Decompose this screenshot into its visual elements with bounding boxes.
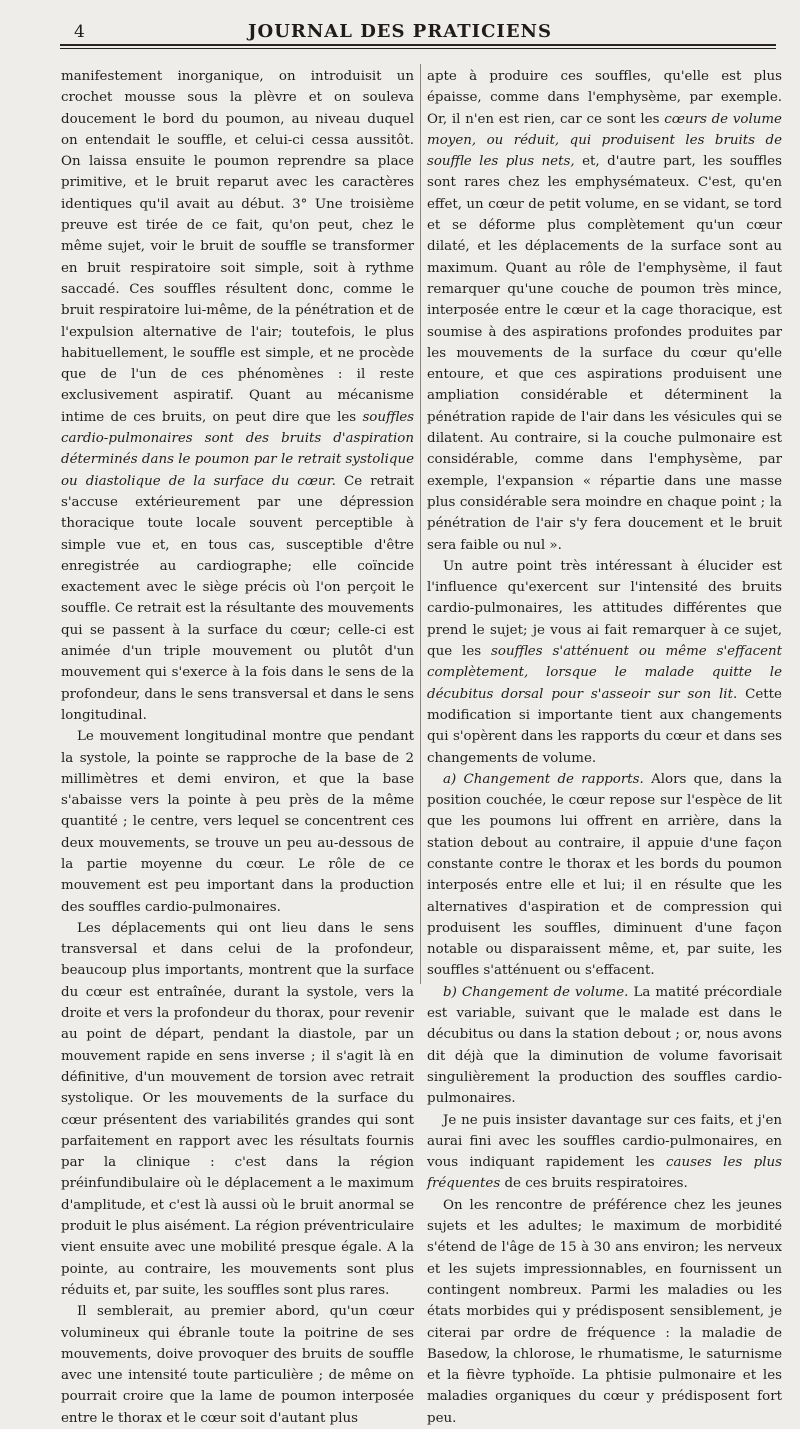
paragraph-text: La matité précordiale est variable, suivant que le malade est dans le décubitus ou dans la station debout ; or, nous avons dit déjà que la diminution de volume favorisait singulièrement la production des souffles cardio-pulmonaires. — [427, 984, 782, 1107]
journal-title: JOURNAL DES PRATICIENS — [248, 21, 552, 42]
paragraph — [427, 66, 782, 556]
paragraph-text: et, d'autre part, les souffles sont rares chez les emphysémateux. C'est, qu'en effet, un cœur de petit volume, en se vidant, se tord et se déforme plus complètement qu'un cœur dilaté, et les déplacements de la surface sont au maximum. Quant au rôle de l'emphysème, il faut remarquer qu'une couche de poumon très mince, interposée entre le cœur et la cage thoracique, est soumise à des aspirations profondes produites par les mouvements de la surface du cœur qu'elle entoure, et que ces aspirations produisent une ampliation considérable et déterminent la pénétration rapide de l'air dans les vésicules qui se dilatent. Au contraire, si la couche pulmonaire est considérable, comme dans l'emphysème, par exemple, l'expansion « répartie dans une masse plus considérable sera moindre en chaque point ; la pénétration de l'air s'y fera doucement et le bruit sera faible ou nul ». — [427, 154, 782, 553]
paragraph-text: apte à produire ces souffles, qu'elle est plus épaisse, comme dans l'emphysème, par exemple. Or, il n'en est rien, car ce sont les — [427, 69, 782, 127]
paragraph-text: Je ne puis insister davantage sur ces faits, et j'en aurai fini avec les souffles cardio-pulmonaires, en vous indiquant rapidement les — [427, 1112, 782, 1171]
paragraph — [427, 556, 782, 769]
section-heading-italic: a) Changement de rapports. — [443, 771, 644, 787]
paragraph — [61, 66, 414, 726]
page-number: 4 — [74, 22, 85, 42]
section-heading-italic: b) Changement de volume. — [443, 984, 629, 1000]
paragraph-text: manifestement inorganique, on introduisit un crochet mousse sous la plèvre et on souleva doucement le bord du poumon, au niveau duquel on entendait le souffle, et celui-ci cessa aussitôt. On laissa ensuite le poumon reprendre sa place primitive, et le bruit reparut avec les caractères identiques qu'il avait au début. 3° Une troisième preuve est tirée de ce fait, qu'on peut, chez le même sujet, voir le bruit de souffle se transformer en bruit respiratoire soit simple, soit à rythme saccadé. Ces souffles résultent donc, comme le bruit respiratoire lui-même, de la pénétration et de l'expulsion alternative de l'air; toutefois, le plus habituellement, le souffle est simple, et ne procède que de l'un de ces phénomènes : il reste exclusivement aspiratif. Quant au mécanisme intime de ces bruits, on peut dire que les — [61, 69, 414, 425]
italic-emphasis: souffles cardio-pulmonaires sont des bruits d'aspiration déterminés dans le poumon par le retrait systolique ou diastolique de la surface du cœur. — [61, 409, 414, 489]
italic-emphasis: causes les plus fréquentes — [427, 1155, 782, 1192]
italic-emphasis: cœurs de volume moyen, ou réduit, qui produisent les bruits de souffle les plus nets, — [427, 111, 782, 170]
paragraph — [427, 1110, 782, 1195]
paragraph: On les rencontre de préférence chez les jeunes sujets et les adultes; le maximum de morbidité s'étend de l'âge de 15 à 30 ans environ; les nerveux et les sujets impressionnables, en fournissent un contingent nombreux. Parmi les maladies ou les états morbides qui y prédisposent sensiblement, je citerai par ordre de fréquence : la maladie de Basedow, la chlorose, le rhumatisme, le saturnisme et la fièvre typhoïde. La phtisie pulmonaire et les maladies organiques du cœur y prédisposent fort peu. — [427, 1197, 782, 1426]
left-column — [61, 66, 414, 1429]
italic-emphasis: souffles s'atténuent ou même s'effacent complètement, lorsque le malade quitte le décubitus dorsal pour s'asseoir sur son lit. — [427, 644, 782, 702]
paragraph: Le mouvement longitudinal montre que pendant la systole, la pointe se rapproche de la base de 2 millimètres et demi environ, et que la base s'abaisse vers la pointe à peu près de la même quantité ; le centre, vers lequel se concentrent ces deux mouvements, se trouve un peu au-dessous de la partie moyenne du cœur. Le rôle de ce mouvement est peu important dans la production des souffles cardio-pulmonaires. — [61, 729, 414, 915]
column-divider — [420, 64, 421, 984]
paragraph — [427, 769, 782, 982]
header-rule-thin — [60, 48, 776, 49]
paragraph-text: Cette modification si importante tient aux changements qui s'opèrent dans les rapports du cœur et dans ses changements de volume. — [427, 686, 782, 766]
right-column — [427, 66, 782, 1429]
paragraph: Les déplacements qui ont lieu dans le sens transversal et dans celui de la profondeur, beaucoup plus importants, montrent que la surface du cœur est entraînée, durant la systole, vers la droite et vers la profondeur du thorax, pour revenir au point de départ, pendant la diastole, par un mouvement rapide en sens inverse ; il s'agit là en définitive, d'un mouvement de torsion avec retrait systolique. Or les mouvements de la surface du cœur présentent des variabilités grandes qui sont parfaitement en rapport avec les résultats fournis par la clinique : c'est dans la région préinfundibulaire où le déplacement a le maximum d'amplitude, et c'est là aussi où le bruit anormal se produit le plus aisément. La région préventriculaire vient ensuite avec une mobilité presque égale. A la pointe, au contraire, les mouvements sont plus réduits et, par suite, les souffles sont plus rares. — [61, 920, 414, 1298]
header-rule-thick — [60, 44, 776, 46]
paragraph-text: Un autre point très intéressant à élucider est l'influence qu'exercent sur l'intensité des bruits cardio-pulmonaires, les attitudes différentes que prend le sujet; je vous ai fait remarquer à ce sujet, que les — [427, 558, 782, 660]
page-header — [0, 0, 800, 60]
paragraph-text: Alors que, dans la position couchée, le cœur repose sur l'espèce de lit que les poumons lui offrent en arrière, dans la station debout au contraire, il appuie d'une façon constante contre le thorax et les bords du poumon interposés entre elle et lui; il en résulte que les alternatives d'aspiration et de compression qui produisent les souffles, diminuent d'une façon notable ou disparaissent même, et, par suite, les souffles s'atténuent ou s'effacent. — [427, 771, 782, 979]
paragraph — [427, 982, 782, 1110]
paragraph: Il semblerait, au premier abord, qu'un cœur volumineux qui ébranle toute la poitrine de ses mouvements, doive provoquer des bruits de souffle avec une intensité toute particulière ; de même on pourrait croire que la lame de poumon interposée entre le thorax et le cœur soit d'autant plus — [61, 1304, 414, 1426]
paragraph-text: de ces bruits respiratoires. — [500, 1176, 688, 1192]
paragraph-text: Ce retrait s'accuse extérieurement par une dépression thoracique toute locale souvent perceptible à simple vue et, en tous cas, susceptible d'être enregistrée au cardiographe; elle coïncide exactement avec le siège précis où l'on perçoit le souffle. Ce retrait est la résultante des mouvements qui se passent à la surface du cœur; celle-ci est animée d'un triple mouvement ou plutôt d'un mouvement qui s'exerce à la fois dans le sens de la profondeur, dans le sens transversal et dans le sens longitudinal. — [61, 473, 414, 723]
